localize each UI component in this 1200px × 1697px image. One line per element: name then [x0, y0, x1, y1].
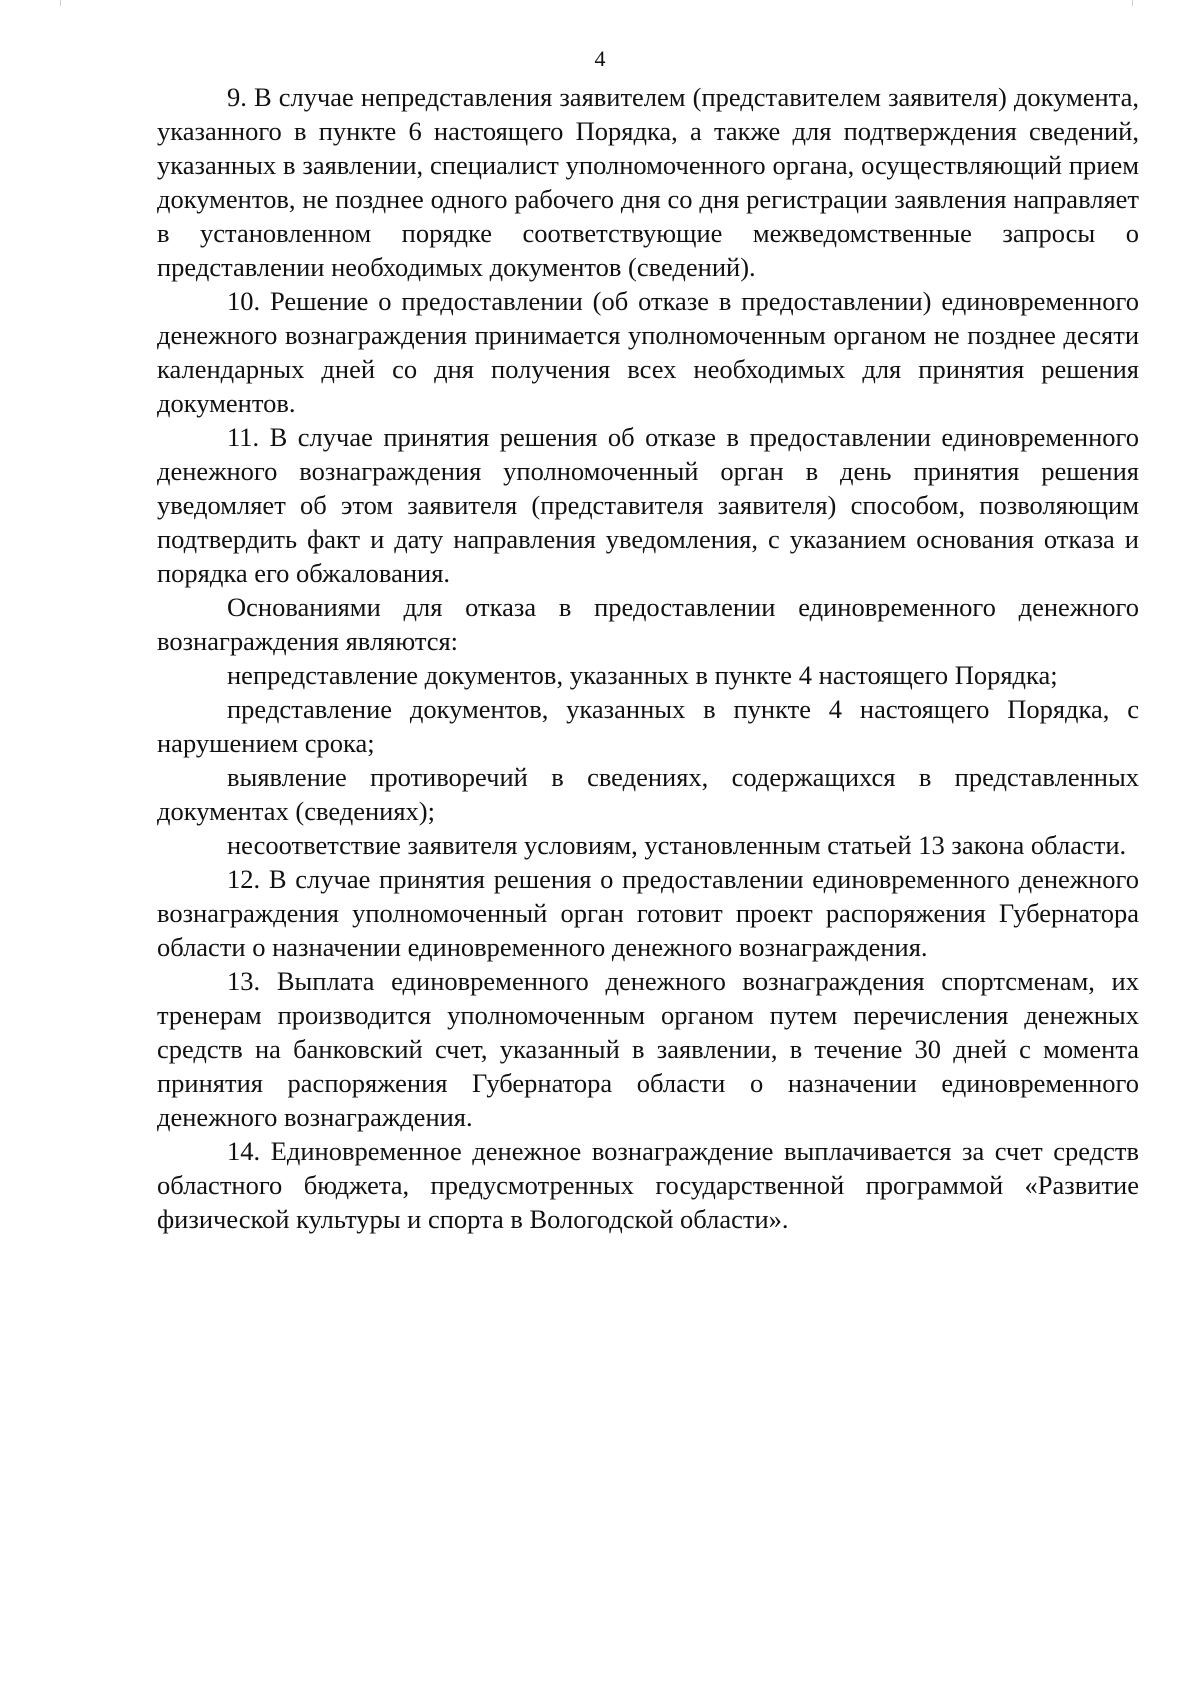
- refusal-ground-4: несоответствие заявителя условиям, установленным статьей 13 закона области.: [227, 830, 1127, 860]
- paragraph-12: 12. В случае принятия решения о предоставлении единовременного денежного вознаграждения уполномоченный орган готовит проект распоряжения Губернатора области о назначении единовременного денежного вознаграждения.: [157, 864, 1139, 962]
- scan-edge-mark-left: [60, 0, 61, 6]
- refusal-ground-1: непредставление документов, указанных в пункте 4 настоящего Порядка;: [227, 660, 1058, 690]
- paragraph-13: 13. Выплата единовременного денежного вознаграждения спортсменам, их тренерам производится уполномоченным органом путем перечисления денежных средств на банковский счет, указанный в заявлении, в течение 30 дней с момента принятия распоряжения Губернатора области о назначении единовременного денежного вознаграждения.: [157, 966, 1139, 1132]
- paragraph-11: 11. В случае принятия решения об отказе в предоставлении единовременного денежного вознаграждения уполномоченный орган в день принятия решения уведомляет об этом заявителя (представителя заявителя) способом, позволяющим подтвердить факт и дату направления уведомления, с указанием основания отказа и порядка его обжалования.: [157, 422, 1139, 588]
- scan-edge-mark-right: [1132, 0, 1133, 6]
- paragraph-9: 9. В случае непредставления заявителем (представителем заявителя) документа, указанного в пункте 6 настоящего Порядка, а также для подтверждения сведений, указанных в заявлении, специалист уполномоченного органа, осуществляющий прием документов, не позднее одного рабочего дня со дня регистрации заявления направляет в установленном порядке соответствующие межведомственные запросы о представлении необходимых документов (сведений).: [157, 82, 1139, 282]
- paragraph-refusal-grounds: Основаниями для отказа в предоставлении единовременного денежного вознаграждения являются:: [157, 592, 1139, 656]
- document-body: [157, 80, 1139, 1236]
- page-number: 4: [594, 46, 606, 71]
- refusal-ground-2: представление документов, указанных в пункте 4 настоящего Порядка, с нарушением срока;: [157, 694, 1139, 758]
- paragraph-10: 10. Решение о предоставлении (об отказе в предоставлении) единовременного денежного вознаграждения принимается уполномоченным органом не позднее десяти календарных дней со дня получения всех необходимых для принятия решения документов.: [157, 286, 1139, 418]
- refusal-ground-3: выявление противоречий в сведениях, содержащихся в представленных документах (сведениях);: [157, 762, 1139, 826]
- paragraph-14: 14. Единовременное денежное вознаграждение выплачивается за счет средств областного бюджета, предусмотренных государственной программой «Развитие физической культуры и спорта в Вологодской области».: [157, 1136, 1139, 1234]
